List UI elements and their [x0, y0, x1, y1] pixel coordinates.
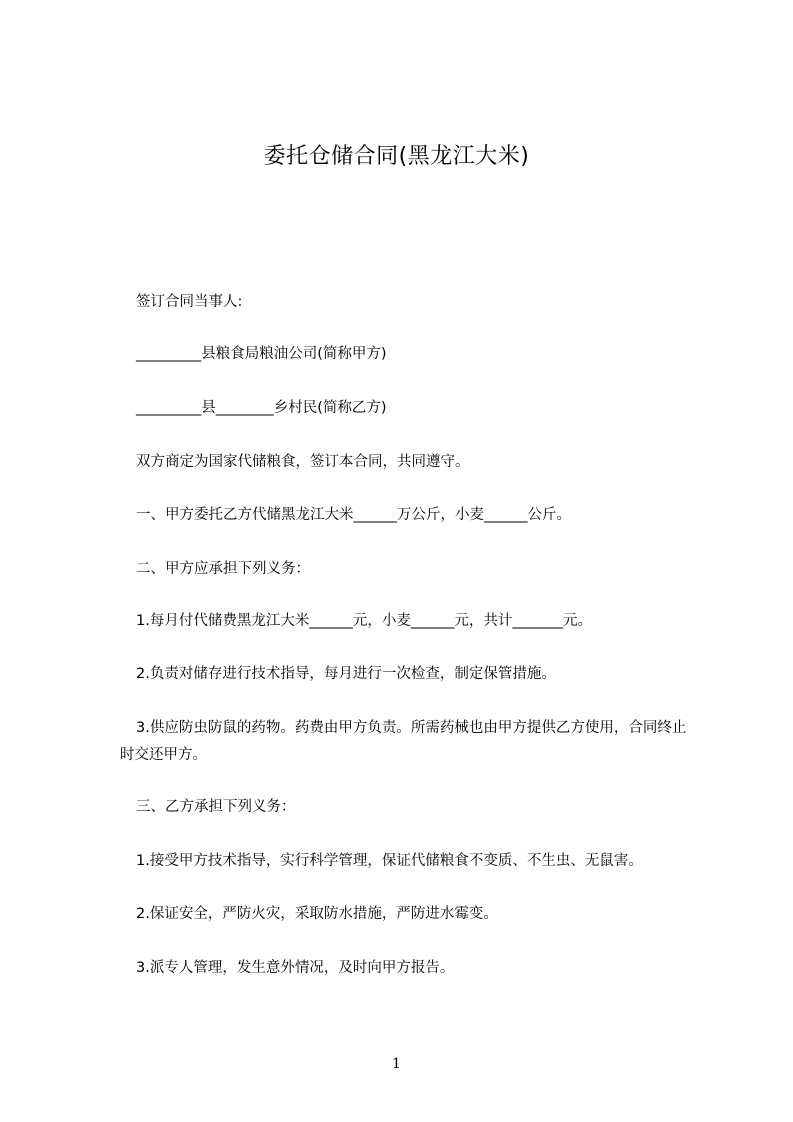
paragraph-agreement: 双方商定为国家代储粮食，签订本合同，共同遵守。: [136, 454, 470, 470]
page-number: 1: [392, 1056, 401, 1072]
paragraph-party-b: _________县________乡村民(简称乙方): [136, 400, 387, 416]
document-title: 委托仓储合同(黑龙江大米): [263, 144, 530, 169]
paragraph-clause-3-heading: 三、乙方承担下列义务：: [136, 799, 296, 815]
paragraph-clause-3-item-2: 2.保证安全，严防火灾，采取防水措施，严防进水霉变。: [136, 906, 498, 922]
paragraph-clause-2-item-3: 3.供应防虫防鼠的药物。药费由甲方负责。所需药械也由甲方提供乙方使用，合同终止时交还甲方。: [120, 720, 687, 763]
paragraph-party-a: _________县粮食局粮油公司(简称甲方): [136, 346, 387, 362]
paragraph-parties-heading: 签订合同当事人:: [136, 294, 243, 310]
paragraph-clause-3-item-3: 3.派专人管理，发生意外情况，及时向甲方报告。: [136, 960, 455, 976]
paragraph-clause-2-item-1: 1.每月付代储费黑龙江大米______元，小麦______元，共计_______元。: [136, 613, 593, 629]
paragraph-clause-3-item-1: 1.接受甲方技术指导，实行科学管理，保证代储粮食不变质、不生虫、无鼠害。: [136, 853, 643, 869]
paragraph-clause-1: 一、甲方委托乙方代储黑龙江大米______万公斤，小麦______公斤。: [136, 507, 571, 523]
paragraph-clause-2-item-2: 2.负责对储存进行技术指导，每月进行一次检查，制定保管措施。: [136, 666, 556, 682]
paragraph-clause-2-heading: 二、甲方应承担下列义务：: [136, 561, 310, 577]
